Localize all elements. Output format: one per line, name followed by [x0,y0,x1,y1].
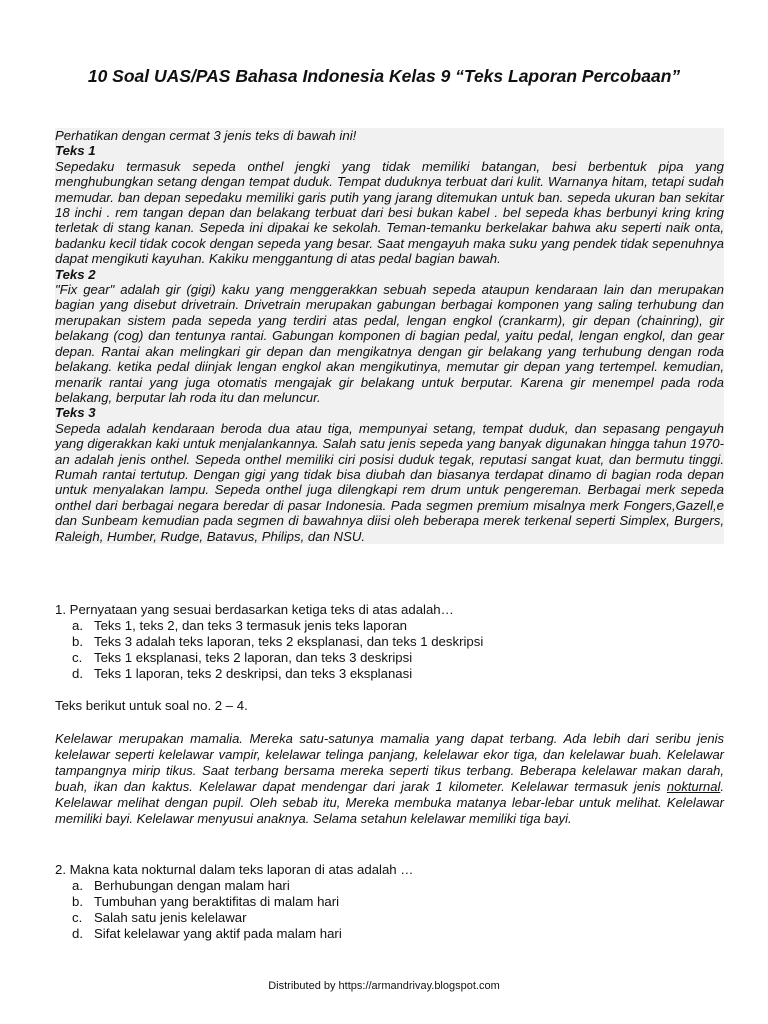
question-2-prompt [55,862,724,878]
question-2-text: Makna kata nokturnal dalam teks laporan di atas adalah … [69,862,414,877]
instruction-text: Perhatikan dengan cermat 3 jenis teks di bawah ini! [55,128,724,143]
option-text: Teks 3 adalah teks laporan, teks 2 eksplanasi, dan teks 1 deskripsi [94,634,484,649]
question-2 [55,862,724,942]
option-text: Teks 1 laporan, teks 2 deskripsi, dan teks 3 eksplanasi [94,666,413,681]
bat-passage [55,731,724,827]
question-2-number: 2. [55,862,66,877]
passage-intro: Teks berikut untuk soal no. 2 – 4. [55,698,248,713]
option-item [72,618,724,634]
option-letter: b. [72,894,83,909]
passage-text-before: Kelelawar merupakan mamalia. Mereka satu-satunya mamalia yang dapat terbang. Ada lebih dari seribu jenis kelelawar seperti kelelawar vampir, kelelawar telinga panjang, kelelawar ekor tiga, dan kelelawar buah. Kelelawar tampangnya mirip tikus. Saat terbang bersama mereka seperti tikus terbang. Beberapa kelelawar makan darah, buah, ikan dan kaktus. Kelelawar dapat mendengar dari jarak 1 kilometer. Kelelawar termasuk jenis [55,731,724,794]
option-letter: d. [72,926,83,941]
passage-underlined-word: nokturnal [666,779,721,794]
option-letter: a. [72,618,83,633]
option-letter: b. [72,634,83,649]
option-text: Teks 1 eksplanasi, teks 2 laporan, dan teks 3 deskripsi [94,650,413,665]
option-text: Tumbuhan yang beraktifitas di malam hari [94,894,340,909]
teks-1-body: Sepedaku termasuk sepeda onthel jengki yang tidak memiliki batangan, besi berbentuk pipa yang menghubungkan setang dengan tempat duduk. Tempat duduknya terbuat dari kulit. Warnanya hitam, tetapi sudah memudar. ban depan sepedaku memiliki garis putih yang jarang ditemukan untuk ban. sepeda ukuran ban sekitar 18 inchi . rem tangan depan dan belakang terbuat dari besi bukan kabel . bel sepeda khas berbunyi kring kring terletak di stang kanan. Sepeda ini dipakai ke sekolah. Teman-temanku berkelakar bahwa aku seperti naik onta, badanku kecil tidak cocok dengan sepeda yang besar. Saat mengayuh maka suku yang pendek tidak sepenuhnya dapat mengikuti kayuhan. Kakiku menggantung di atas pedal bagian bawah. [55,158,724,267]
option-letter: d. [72,666,83,681]
teks-2-body: "Fix gear" adalah gir (gigi) kaku yang menggerakkan sebuah sepeda ataupun kendaraan lain dan merupakan bagian yang disebut drivetrain. Drivetrain merupakan gabungan berbagai komponen yang saling terhubung dan merupakan sistem pada sepeda yang terdiri atas pedal, lengan engkol (crankarm), gir depan (chainring), gir belakang (cog) dan tentunya rantai. Gabungan komponen di bagian pedal, yaitu pedal, lengan engkol, dan gear depan. Rantai akan melingkari gir depan dan mengikatnya dengan gir belakang yang terhubung dengan roda belakang. ketika pedal diinjak lengan engkol akan mengikutinya, memutar gir depan yang tertempel. kemudian, menarik rantai yang juga otomatis mengajak gir belakang untuk berputar. Karena gir menempel pada roda belakang, berputar lah roda itu dan meluncur. [55,282,724,405]
option-text: Teks 1, teks 2, dan teks 3 termasuk jenis teks laporan [94,618,407,633]
texts-section [55,128,724,544]
question-2-options [55,878,724,942]
passage-text-after: . Kelelawar melihat dengan pupil. Oleh sebab itu, Mereka membuka matanya lebar-lebar untuk melihat. Kelelawar memiliki bayi. Kelelawar menyusui anaknya. Selama setahun kelelawar memiliki tiga bayi. [55,779,724,826]
teks-3-body: Sepeda adalah kendaraan beroda dua atau tiga, mempunyai setang, tempat duduk, dan sepasang pengayuh yang digerakkan kaki untuk menjalankannya. Salah satu jenis sepeda yang banyak digunakan hingga tahun 1970-an adalah jenis onthel. Sepeda onthel memiliki ciri posisi duduk tegak, reputasi sangat kuat, dan bermutu tinggi. Rumah rantai tertutup. Dengan gigi yang tidak bisa diubah dan biasanya terdapat dinamo di bagian roda depan untuk menyalakan lampu. Sepeda onthel juga dilengkapi rem drum untuk pengereman. Berbagai merk sepeda onthel dari berbagai negara beredar di pasar Indonesia. Pada segmen premium misalnya merk Fongers,Gazell,e dan Sunbeam kemudian pada segmen di bawahnya diisi oleh beberapa merek terkenal seperti Simplex, Burgers, Raleigh, Humber, Rudge, Batavus, Philips, dan NSU. [55,420,724,544]
option-text: Salah satu jenis kelelawar [94,910,247,925]
option-item [72,894,724,910]
option-item [72,650,724,666]
question-1-prompt [55,602,724,618]
option-letter: c. [72,910,83,925]
option-item [72,878,724,894]
option-letter: c. [72,650,83,665]
option-letter: a. [72,878,83,893]
option-item [72,910,724,926]
option-text: Berhubungan dengan malam hari [94,878,290,893]
question-1-text: Pernyataan yang sesuai berdasarkan ketiga teks di atas adalah… [69,602,454,617]
option-item [72,926,724,942]
footer-distribution: Distributed by https://armandrivay.blogspot.com [268,980,500,992]
teks-1-heading: Teks 1 [55,143,724,158]
page-title: 10 Soal UAS/PAS Bahasa Indonesia Kelas 9 “Teks Laporan Percobaan” [87,66,681,86]
teks-2-heading: Teks 2 [55,267,724,282]
question-1-options [55,618,724,682]
question-1 [55,602,724,682]
question-1-number: 1. [55,602,66,617]
option-text: Sifat kelelawar yang aktif pada malam hari [94,926,342,941]
option-item [72,634,724,650]
teks-3-heading: Teks 3 [55,405,724,420]
option-item [72,666,724,682]
